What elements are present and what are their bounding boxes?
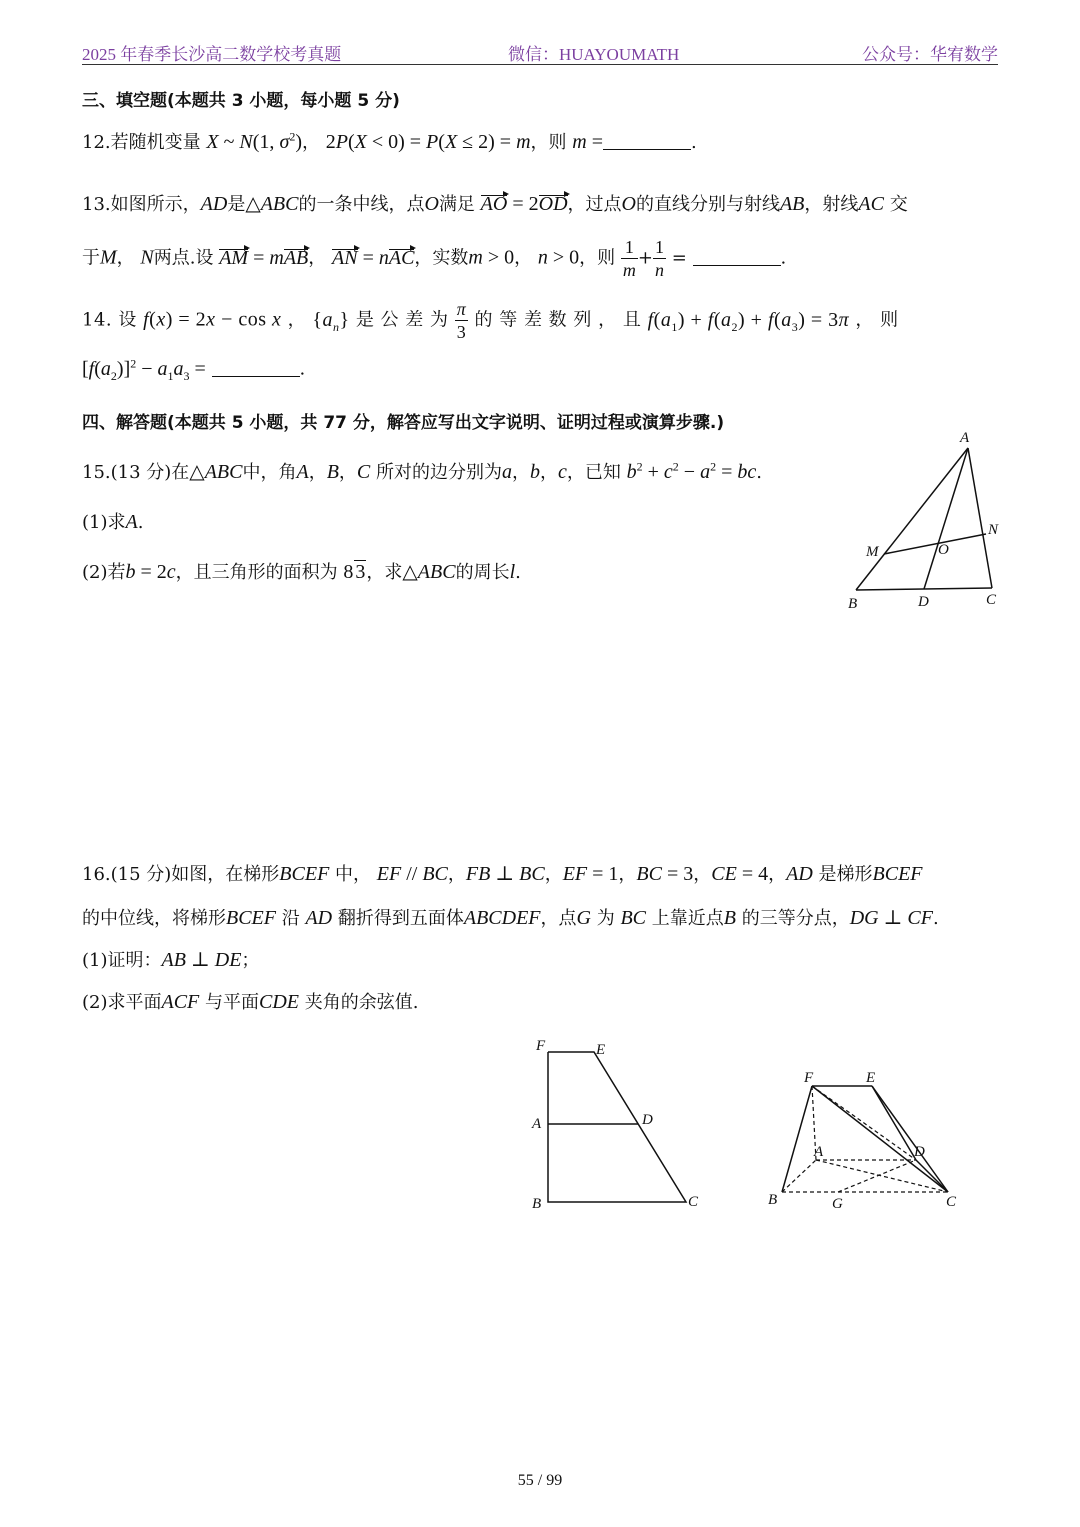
fig1-label-C: C: [986, 592, 997, 608]
question-15: 15.(13 分)在△ABC中，角A，B，C 所对的边分别为a，b，c，已知 $b^2 + c^2 - a^2$ = bc.: [82, 459, 762, 483]
question-14-line2: $[f(a_2)]^2 - a_1a_3$ = .: [82, 356, 306, 383]
question-15-part1: (1)求A.: [82, 511, 144, 533]
section4-title: 四、解答题(本题共 5 小题，共 77 分，解答应写出文字说明、证明过程或演算步骤.): [82, 413, 725, 433]
fig3-label-C: C: [946, 1194, 957, 1210]
fig3-label-A: A: [814, 1144, 824, 1160]
fig2-label-A: A: [532, 1116, 542, 1132]
question-12: 12.若随机变量 X ~ N(1, $\sigma^2$)， 2P(X < 0) = P(X ≤ 2) = m，则 m = .: [82, 129, 697, 153]
fig2-label-D: D: [642, 1112, 653, 1128]
question-16-part1: (1)证明：AB ⊥ DE；: [82, 949, 260, 971]
fig2-label-C: C: [688, 1194, 699, 1210]
fig2-label-F: F: [536, 1038, 546, 1054]
question-16-part2: (2)求平面ACF 与平面CDE 夹角的余弦值.: [82, 991, 419, 1013]
fig3-label-G: G: [832, 1196, 843, 1212]
header-center: 微信：HUAYOUMATH: [508, 45, 680, 64]
page-number: 55 / 99: [517, 1472, 563, 1489]
fig1-label-N: N: [988, 522, 999, 538]
answer-blank[interactable]: [603, 148, 691, 150]
fig1-label-O: O: [938, 542, 949, 558]
header-rule: [82, 64, 998, 65]
fig1-label-B: B: [848, 596, 858, 612]
figure-triangle: [840, 428, 1010, 613]
fig1-label-M: M: [866, 544, 879, 560]
figure-polyhedron: [760, 1064, 970, 1220]
fig1-label-D: D: [918, 594, 929, 610]
answer-blank[interactable]: [693, 264, 781, 266]
fig3-label-E: E: [866, 1070, 876, 1086]
header-right: 公众号：华宥数学: [862, 45, 998, 64]
question-15-part2: (2)若b = 2c，且三角形的面积为 8 3，求△ABC的周长l.: [82, 561, 521, 583]
section3-title: 三、填空题(本题共 3 小题，每小题 5 分): [82, 91, 400, 111]
fig3-label-D: D: [914, 1144, 925, 1160]
question-13-line1: 13.如图所示，AD是△ABC的一条中线，点O满足 AO = 2OD，过点O的直线分别与射线AB，射线AC 交: [82, 193, 908, 215]
header-left: 2025 年春季长沙高二数学校考真题: [82, 45, 342, 64]
fig2-label-E: E: [596, 1042, 606, 1058]
fig1-label-A: A: [960, 430, 970, 446]
fig3-label-B: B: [768, 1192, 778, 1208]
figure-trapezoid: [528, 1032, 708, 1222]
fig3-label-F: F: [804, 1070, 814, 1086]
question-13-line2: 于M， N两点.设 AM = mAB， AN = nAC，实数m > 0， n > 0，则 $\frac{1}{m}$ + $\frac{1}{n}$ = .: [82, 237, 787, 280]
answer-blank[interactable]: [212, 375, 300, 377]
question-16-line2: 的中位线，将梯形BCEF 沿 AD 翻折得到五面体ABCDEF，点G 为 BC 上靠近点B 的三等分点，DG ⊥ CF.: [82, 907, 939, 929]
question-14-line1: 14. 设 f(x) = 2x − cos x ， $\{a_n\}$ 是 公 差 为 $\frac{\pi}{3}$ 的 等 差 数 列 ， 且 $f(a_1) + f(a_2) + f(a_3) = 3\pi$ ， 则: [82, 299, 899, 342]
question-16: 16.(15 分)如图，在梯形BCEF 中， EF // BC，FB ⊥ BC，EF = 1，BC = 3，CE = 4，AD 是梯形BCEF: [82, 863, 923, 885]
fig2-label-B: B: [532, 1196, 542, 1212]
